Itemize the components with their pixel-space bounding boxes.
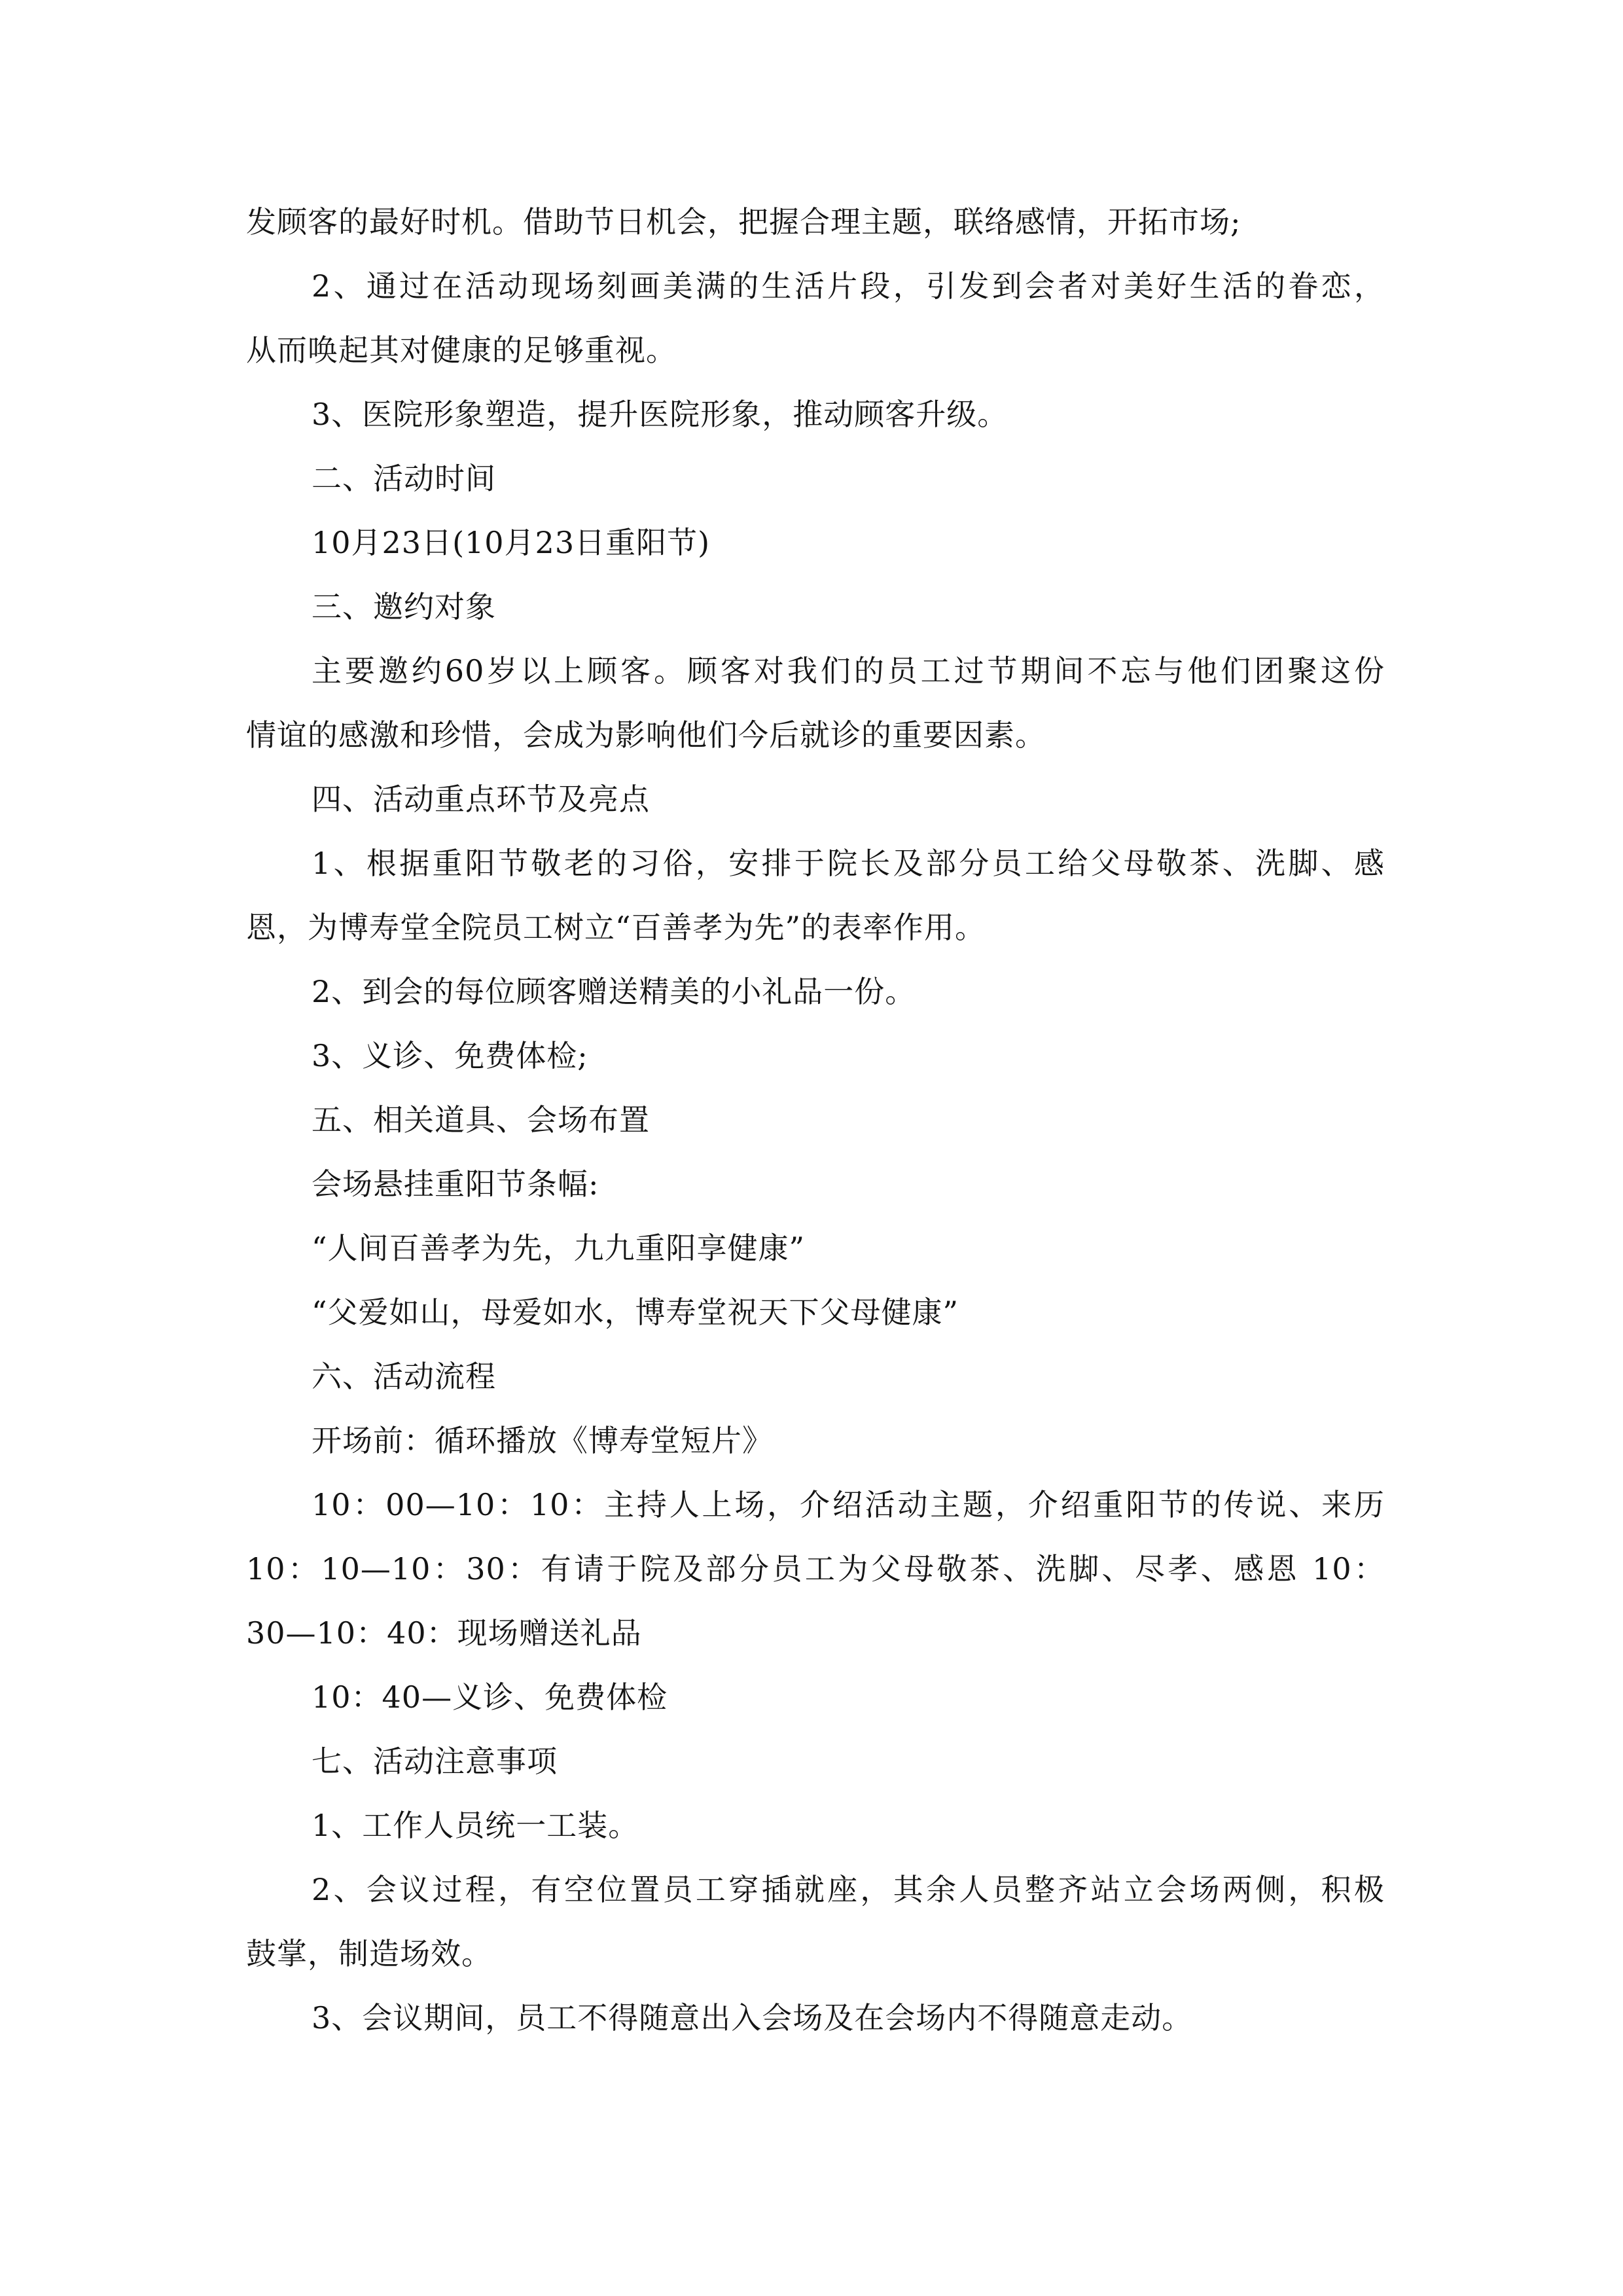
text-line: “人间百善孝为先，九九重阳享健康” <box>312 1230 806 1266</box>
text-line: 1、工作人员统一工装。 <box>312 1808 639 1843</box>
text-line: 3、义诊、免费体检; <box>312 1038 588 1073</box>
text-line: 会场悬挂重阳节条幅: <box>312 1166 599 1202</box>
text-line: 发顾客的最好时机。借助节日机会，把握合理主题，联络感情，开拓市场; <box>246 204 1241 240</box>
text-line: 二、活动时间 <box>312 461 496 496</box>
text-line: 恩，为博寿堂全院员工树立“百善孝为先”的表率作用。 <box>246 910 986 945</box>
text-line: 从而唤起其对健康的足够重视。 <box>246 332 677 368</box>
text-line: “父爱如山，母爱如水，博寿堂祝天下父母健康” <box>312 1295 959 1330</box>
text-line: 五、相关道具、会场布置 <box>312 1102 650 1138</box>
text-line: 3、医院形象塑造，提升医院形象，推动顾客升级。 <box>312 397 1008 432</box>
text-line: 10：10—10：30：有请于院及部分员工为父母敬茶、洗脚、尽孝、感恩 10： <box>246 1551 1385 1587</box>
text-line: 七、活动注意事项 <box>312 1744 558 1779</box>
text-line: 10：00—10：10：主持人上场，介绍活动主题，介绍重阳节的传说、来历 <box>312 1487 1385 1522</box>
text-line: 3、会议期间，员工不得随意出入会场及在会场内不得随意走动。 <box>312 2000 1193 2036</box>
text-line: 30—10：40：现场赠送礼品 <box>246 1615 642 1651</box>
text-line: 10：40—义诊、免费体检 <box>312 1679 668 1715</box>
text-line: 2、到会的每位顾客赠送精美的小礼品一份。 <box>312 974 916 1009</box>
text-line: 2、会议过程，有空位置员工穿插就座，其余人员整齐站立会场两侧，积极 <box>312 1872 1385 1907</box>
document-body <box>246 190 1385 2050</box>
text-line: 三、邀约对象 <box>312 589 496 624</box>
text-line: 六、活动流程 <box>312 1359 496 1394</box>
text-line: 10月23日(10月23日重阳节) <box>312 525 711 560</box>
text-line: 开场前：循环播放《博寿堂短片》 <box>312 1423 773 1458</box>
text-line: 鼓掌，制造场效。 <box>246 1936 492 1971</box>
text-line: 情谊的感激和珍惜，会成为影响他们今后就诊的重要因素。 <box>246 717 1046 753</box>
text-line: 主要邀约60岁以上顾客。顾客对我们的员工过节期间不忘与他们团聚这份 <box>312 653 1385 689</box>
text-line: 2、通过在活动现场刻画美满的生活片段，引发到会者对美好生活的眷恋， <box>312 268 1385 304</box>
text-line: 1、根据重阳节敬老的习俗，安排于院长及部分员工给父母敬茶、洗脚、感 <box>312 846 1385 881</box>
text-line: 四、活动重点环节及亮点 <box>312 781 650 817</box>
